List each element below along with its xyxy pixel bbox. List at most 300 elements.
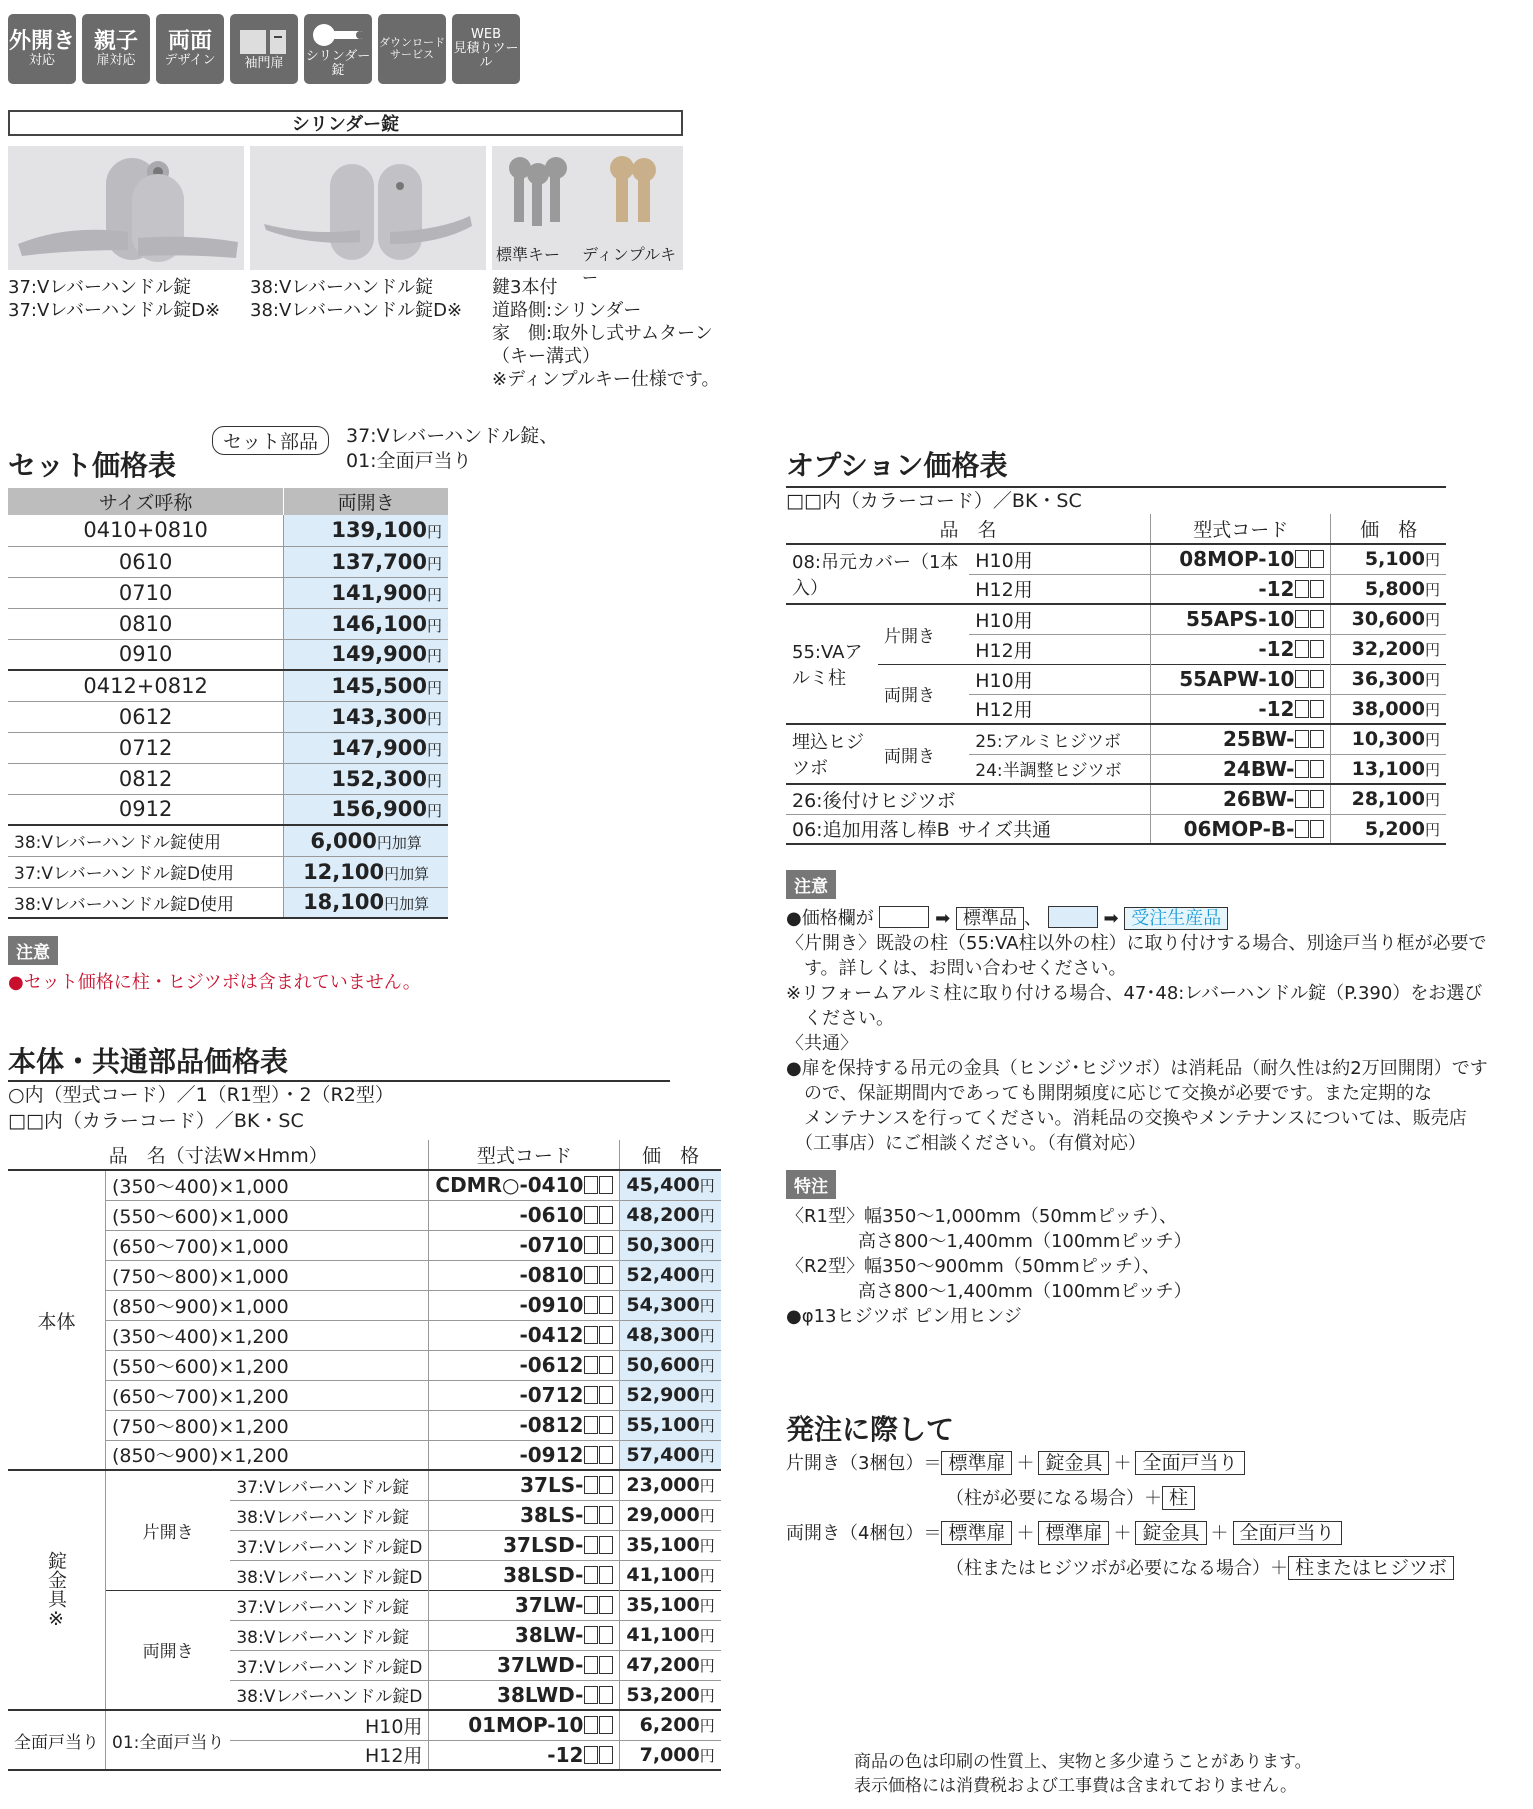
price-cell [1331, 664, 1446, 694]
body-row [8, 1380, 721, 1410]
code-cell [1150, 694, 1331, 724]
option-header: 型式コード [1150, 514, 1331, 544]
opt-buried-double: 両開き [884, 746, 935, 767]
order-item: 標準扉 [1038, 1521, 1109, 1545]
yen: 円 [699, 1417, 715, 1435]
double-side-design-icon-caption: デザイン [164, 52, 216, 68]
size-name: 0912 [8, 794, 284, 825]
order-note-item: 柱 [1162, 1486, 1195, 1510]
yen: 円 [426, 647, 442, 666]
addon-price [284, 825, 448, 856]
yen: 円 [699, 1207, 715, 1225]
yen: 円 [1424, 731, 1440, 750]
option-code-line: □□内（カラーコード）／BK・SC [786, 486, 1446, 514]
price-cell [620, 1590, 721, 1620]
yen: 円 [1424, 671, 1440, 689]
addon-row [8, 887, 448, 918]
set-price [284, 701, 448, 732]
price-value: 57,400 [626, 1443, 700, 1466]
yen: 円 [1424, 551, 1440, 570]
addon-value: 6,000 [310, 828, 377, 853]
special-line: ●φ13ヒジツボ ピン用ヒンジ [786, 1306, 1022, 1327]
order-note-line [786, 1551, 1454, 1586]
price-value: 30,600 [1351, 608, 1425, 631]
special-tag: 特注 [786, 1170, 836, 1199]
price-cell [620, 1230, 721, 1260]
code-cell [429, 1410, 620, 1440]
size-name: 0712 [8, 732, 284, 763]
yen: 円 [699, 1297, 715, 1315]
order-item: 錠金具 [1135, 1521, 1206, 1545]
cylinder-lock-glyph-icon [310, 20, 366, 50]
model-code: 37LSD- [503, 1533, 584, 1557]
model-code: -0812 [519, 1413, 584, 1437]
price-value: 147,900 [331, 735, 427, 760]
price-cell [620, 1740, 721, 1770]
sub-single: 片開き [142, 1522, 194, 1543]
set-note: ●セット価格に柱・ヒジツボは含まれていません。 [8, 972, 421, 993]
group-body: 本体 [8, 1170, 106, 1470]
price-cell [1331, 634, 1446, 664]
group-stop: 全面戸当り [8, 1710, 106, 1770]
lever-37-caption [8, 276, 220, 322]
price-value: 7,000 [639, 1743, 700, 1766]
group-lock: 錠金具※ [8, 1470, 106, 1710]
size-name: 0812 [8, 763, 284, 794]
caption-line: ※ディンプルキー仕様です。 [492, 369, 720, 390]
price-cell [620, 1410, 721, 1440]
opt-55-single: 片開き [884, 626, 935, 647]
color-code-box [1294, 817, 1324, 841]
option-row [786, 604, 1446, 634]
code-cell [429, 1470, 620, 1500]
price-value: 48,300 [626, 1324, 700, 1346]
addon-unit: 円加算 [384, 895, 430, 914]
model-code: -0612 [519, 1353, 584, 1377]
model-code: 37LW- [514, 1593, 584, 1617]
lock-row [8, 1590, 721, 1620]
price-cell [1331, 784, 1446, 814]
price-cell [620, 1320, 721, 1350]
lock-name: 38:Vレバーハンドル錠 [236, 1507, 410, 1528]
footer-line: 表示価格には消費税および工事費は含まれておりません。 [854, 1776, 1298, 1796]
price-value: 5,100 [1364, 548, 1425, 571]
legend-order: 受注生産品 [1124, 907, 1228, 930]
body-row [8, 1200, 721, 1230]
set-parts-tag: セット部品 [212, 426, 329, 455]
option-note-line: メンテナンスを行ってください。消耗品の交換やメンテナンスについては、販売店 [786, 1108, 1467, 1129]
price-value: 29,000 [626, 1504, 700, 1526]
download-service-icon [378, 14, 446, 84]
yen: 円 [699, 1477, 715, 1496]
color-code-box [583, 1623, 613, 1647]
code-cell [429, 1350, 620, 1380]
code-cell [1150, 604, 1331, 634]
color-code-box [583, 1263, 613, 1287]
body-row [8, 1350, 721, 1380]
outward-opening-icon-title: 外開き [8, 28, 75, 54]
opt-size: H10用 [975, 549, 1033, 572]
code-cell [429, 1590, 620, 1620]
yen: 円 [1424, 700, 1440, 719]
price-value: 152,300 [331, 766, 427, 791]
sleeve-gate-icon-caption: 袖門扉 [244, 55, 284, 71]
price-cell [1331, 544, 1446, 574]
keys-caption [492, 276, 719, 391]
yen: 円 [426, 554, 442, 573]
addon-value: 18,100 [303, 890, 385, 915]
opt-size: H10用 [975, 669, 1033, 692]
color-code-box [583, 1563, 613, 1587]
yen: 円 [1424, 820, 1440, 839]
set-price [284, 639, 448, 670]
size-name: 0410+0810 [8, 515, 284, 546]
body-size: (550～600)×1,000 [112, 1205, 289, 1228]
set-row [8, 794, 448, 825]
option-header: 品 名 [939, 519, 997, 541]
price-value: 41,100 [626, 1624, 700, 1646]
body-size: (850～900)×1,200 [112, 1445, 289, 1468]
plus: ＋ [1113, 1453, 1132, 1474]
caption-line: 37:Vレバーハンドル錠 [8, 277, 192, 298]
set-row [8, 515, 448, 546]
code-cell [429, 1230, 620, 1260]
model-code: 38LW- [514, 1623, 584, 1647]
lock-name: 37:Vレバーハンドル錠 [236, 1597, 410, 1618]
option-note-tag: 注意 [786, 870, 836, 899]
legend-sep: 、 [1023, 908, 1042, 929]
model-code: -0810 [519, 1263, 584, 1287]
addon-name: 37:Vレバーハンドル錠D使用 [8, 856, 284, 887]
set-row [8, 608, 448, 639]
addon-row [8, 825, 448, 856]
stop-name-cell [106, 1710, 231, 1770]
yen: 円 [699, 1237, 715, 1255]
color-code-box [583, 1353, 613, 1377]
option-note-line: ●扉を保持する吊元の金具（ヒンジ･ヒジツボ）は消耗品（耐久性は約2万回開閉）です [786, 1058, 1488, 1079]
color-code-box [1294, 667, 1324, 691]
model-code: -0412 [519, 1323, 584, 1347]
special-line: 〈R2型〉幅350～900mm（50mmピッチ）、 [786, 1256, 1160, 1277]
set-note-tag: 注意 [8, 936, 58, 965]
body-code-line1: ○内（型式コード）／1（R1型）・2（R2型） [8, 1084, 394, 1106]
set-part: 01:全面戸当り [346, 450, 472, 472]
addon-price [284, 856, 448, 887]
opt-size: H12用 [975, 699, 1033, 722]
set-row [8, 670, 448, 701]
color-code-box [583, 1473, 613, 1497]
order-label: 両開き（4梱包）＝ [786, 1523, 942, 1544]
order-item: 標準扉 [941, 1521, 1012, 1545]
lever-38-caption [250, 276, 462, 322]
caption-line: 38:Vレバーハンドル錠D※ [250, 300, 463, 321]
caption-line: （キー溝式） [492, 346, 600, 367]
order-note-line [786, 1481, 1454, 1516]
model-code: -0912 [519, 1442, 584, 1467]
model-code: 37LS- [520, 1473, 584, 1498]
order-label: 片開き（3梱包）＝ [786, 1453, 942, 1474]
stop-size: H10用 [364, 1715, 423, 1738]
body-row [8, 1230, 721, 1260]
yen: 円 [426, 678, 442, 697]
key-dimple-label: ディンプルキー [582, 245, 677, 287]
body-size: (650～700)×1,200 [112, 1385, 289, 1408]
price-value: 47,200 [626, 1654, 700, 1676]
cylinder-lock-icon-caption: シリンダー錠 [305, 48, 371, 78]
code-cell [1150, 634, 1331, 664]
price-cell [620, 1470, 721, 1500]
opt-buried-name: 埋込ヒジツボ [792, 732, 864, 779]
color-code-box [1294, 757, 1324, 781]
set-price [284, 732, 448, 763]
option-notes [786, 906, 1526, 1156]
model-code: -0610 [519, 1203, 584, 1227]
price-value: 38,000 [1351, 697, 1425, 720]
price-value: 48,200 [626, 1204, 700, 1226]
cylinder-lock-icon [304, 14, 372, 84]
order-title: 発注に際して [786, 1413, 955, 1446]
plus: ＋ [1016, 1523, 1035, 1544]
size-name: 0612 [8, 701, 284, 732]
option-note-line: 〈共通〉 [786, 1033, 858, 1054]
lever-37-illustration [8, 146, 244, 270]
body-price-table [8, 1140, 721, 1771]
price-cell [1331, 724, 1446, 754]
price-value: 145,500 [331, 673, 427, 698]
addon-name: 38:Vレバーハンドル錠使用 [8, 825, 284, 856]
color-code-box [583, 1323, 613, 1347]
price-value: 35,100 [626, 1534, 700, 1556]
code-cell [429, 1320, 620, 1350]
addon-name: 38:Vレバーハンドル錠D使用 [8, 887, 284, 918]
option-note-line: 〈片開き〉既設の柱（55:VA柱以外の柱）に取り付けする場合、別途戸当り框が必要で [786, 933, 1487, 954]
yen: 円 [1424, 611, 1440, 630]
price-cell [620, 1710, 721, 1740]
price-value: 55,100 [626, 1414, 700, 1436]
color-code-box [583, 1593, 613, 1617]
price-cell [620, 1200, 721, 1230]
body-row [8, 1170, 721, 1200]
caption-line: 家 側:取外し式サムターン [492, 323, 713, 344]
yen: 円 [699, 1446, 715, 1465]
color-code-box [1294, 727, 1324, 751]
color-code-box [583, 1503, 613, 1527]
parent-child-door-icon-title: 親子 [93, 28, 138, 54]
price-value: 10,300 [1351, 728, 1425, 751]
price-value: 35,100 [626, 1594, 700, 1616]
color-code-box [1294, 607, 1324, 631]
order-item: 標準扉 [941, 1451, 1012, 1475]
price-value: 13,100 [1351, 757, 1425, 780]
code-cell [1150, 814, 1331, 844]
yen: 円 [426, 740, 442, 759]
addon-unit: 円加算 [384, 864, 430, 883]
stop-row [8, 1710, 721, 1740]
model-code: -0910 [519, 1293, 584, 1317]
price-value: 52,900 [626, 1384, 700, 1406]
sleeve-gate-glyph-icon [238, 27, 290, 57]
code-cell [429, 1620, 620, 1650]
set-price [284, 515, 448, 546]
caption-line: 38:Vレバーハンドル錠 [250, 277, 434, 298]
price-value: 5,800 [1364, 577, 1425, 600]
yen: 円 [699, 1327, 715, 1345]
size-name: 0412+0812 [8, 670, 284, 701]
color-code-box [583, 1413, 613, 1437]
option-header-row [786, 514, 1446, 544]
price-value: 50,600 [626, 1354, 700, 1376]
option-row [786, 664, 1446, 694]
opt-06-name: 06:追加用落し棒B [792, 819, 950, 842]
lever-handle-38-photo [250, 146, 486, 270]
yen: 円 [426, 771, 442, 790]
yen: 円 [1424, 580, 1440, 599]
color-code-box [583, 1293, 613, 1317]
stop-size: H12用 [364, 1745, 423, 1768]
code-cell [1150, 544, 1331, 574]
body-size: (750～800)×1,200 [112, 1415, 289, 1438]
set-row [8, 546, 448, 577]
body-row [8, 1320, 721, 1350]
outward-opening-icon-caption: 対応 [28, 52, 55, 68]
code-cell [1150, 724, 1331, 754]
model-code: 08MOP-10 [1179, 547, 1295, 572]
lock-name: 37:Vレバーハンドル錠 [236, 1477, 410, 1498]
opt-06-size: サイズ共通 [957, 819, 1052, 842]
plus: ＋ [1113, 1523, 1132, 1544]
color-code-box [1294, 637, 1324, 661]
color-code-box [583, 1443, 613, 1467]
body-row [8, 1410, 721, 1440]
color-code-box [1294, 697, 1324, 721]
double-side-design-icon-title: 両面 [167, 28, 212, 54]
color-code-box [1294, 787, 1324, 811]
price-cell [1331, 694, 1446, 724]
model-code: -12 [1258, 696, 1295, 721]
yen: 円 [426, 616, 442, 635]
addon-unit: 円加算 [376, 833, 422, 852]
option-row [786, 784, 1446, 814]
body-code-note [8, 1080, 670, 1134]
set-row [8, 701, 448, 732]
option-row [786, 814, 1446, 844]
lock-name: 37:Vレバーハンドル錠D [236, 1657, 423, 1678]
price-cell [1331, 604, 1446, 634]
set-row [8, 732, 448, 763]
body-size: (650～700)×1,000 [112, 1235, 289, 1258]
size-name: 0810 [8, 608, 284, 639]
price-cell [620, 1680, 721, 1710]
color-code-box [583, 1203, 613, 1227]
set-price-table [8, 488, 448, 919]
set-parts-list [346, 424, 558, 474]
model-code: 38LSD- [503, 1563, 584, 1587]
code-cell [429, 1500, 620, 1530]
price-value: 146,100 [331, 611, 427, 636]
code-cell [429, 1290, 620, 1320]
body-header: 価 格 [620, 1140, 721, 1170]
yen: 円 [426, 802, 442, 821]
set-price [284, 670, 448, 701]
price-value: 139,100 [331, 518, 427, 543]
model-code: 24BW- [1223, 756, 1295, 781]
special-notes [786, 1204, 1192, 1329]
yen: 円 [699, 1567, 715, 1585]
option-note-tag-wrap [786, 870, 836, 899]
set-price [284, 763, 448, 794]
cylinder-lock-title: シリンダー錠 [8, 110, 683, 136]
addon-value: 12,100 [303, 859, 385, 884]
yen: 円 [699, 1746, 715, 1765]
model-code: -12 [1258, 576, 1295, 601]
option-row [786, 724, 1446, 754]
set-price [284, 546, 448, 577]
price-value: 137,700 [331, 549, 427, 574]
lever-handle-37-photo [8, 146, 244, 270]
special-line: 高さ800～1,400mm（100mmピッチ） [786, 1231, 1192, 1252]
set-price [284, 794, 448, 825]
yen: 円 [699, 1717, 715, 1736]
yen: 円 [699, 1387, 715, 1405]
code-cell [429, 1440, 620, 1470]
price-value: 52,400 [626, 1264, 700, 1286]
yen: 円 [699, 1597, 715, 1615]
set-price-title: セット価格表 [8, 449, 177, 482]
outward-opening-icon [8, 14, 76, 84]
lock-row [8, 1470, 721, 1500]
price-cell [620, 1290, 721, 1320]
price-cell [620, 1260, 721, 1290]
lock-name: 38:Vレバーハンドル錠D [236, 1567, 423, 1588]
order-section [786, 1446, 1454, 1586]
price-cell [620, 1380, 721, 1410]
price-value: 53,200 [626, 1683, 700, 1706]
order-line [786, 1446, 1454, 1481]
body-size: (850～900)×1,000 [112, 1295, 289, 1318]
set-header: サイズ呼称 [8, 488, 284, 515]
parent-child-door-icon [82, 14, 150, 84]
option-price-table [786, 514, 1446, 845]
code-cell [1150, 574, 1331, 604]
color-code-box [1294, 577, 1324, 601]
yen: 円 [699, 1657, 715, 1675]
price-value: 54,300 [626, 1294, 700, 1316]
model-code: -12 [547, 1742, 584, 1767]
price-value: 23,000 [626, 1474, 700, 1497]
order-line [786, 1516, 1454, 1551]
color-code-box [583, 1173, 613, 1197]
option-row [786, 544, 1446, 574]
price-value: 143,300 [331, 704, 427, 729]
keys-photo [492, 146, 683, 287]
body-header: 品 名（寸法W×Hmm） [108, 1145, 328, 1167]
price-cell [620, 1530, 721, 1560]
price-value: 28,100 [1351, 788, 1425, 811]
code-cell [1150, 784, 1331, 814]
caption-line: 道路側:シリンダー [492, 300, 642, 321]
special-line: 高さ800～1,400mm（100mmピッチ） [786, 1281, 1192, 1302]
yen: 円 [699, 1537, 715, 1555]
double-side-design-icon [156, 14, 224, 84]
opt-08-name: 08:吊元カバー（1本入） [792, 552, 959, 599]
yen: 円 [426, 523, 442, 542]
order-item: 全面戸当り [1135, 1451, 1244, 1475]
yen: 円 [1424, 760, 1440, 779]
price-value: 41,100 [626, 1564, 700, 1586]
color-code-box [583, 1683, 613, 1707]
opt-size: H12用 [975, 639, 1033, 662]
opt-06-cell [786, 814, 1150, 844]
